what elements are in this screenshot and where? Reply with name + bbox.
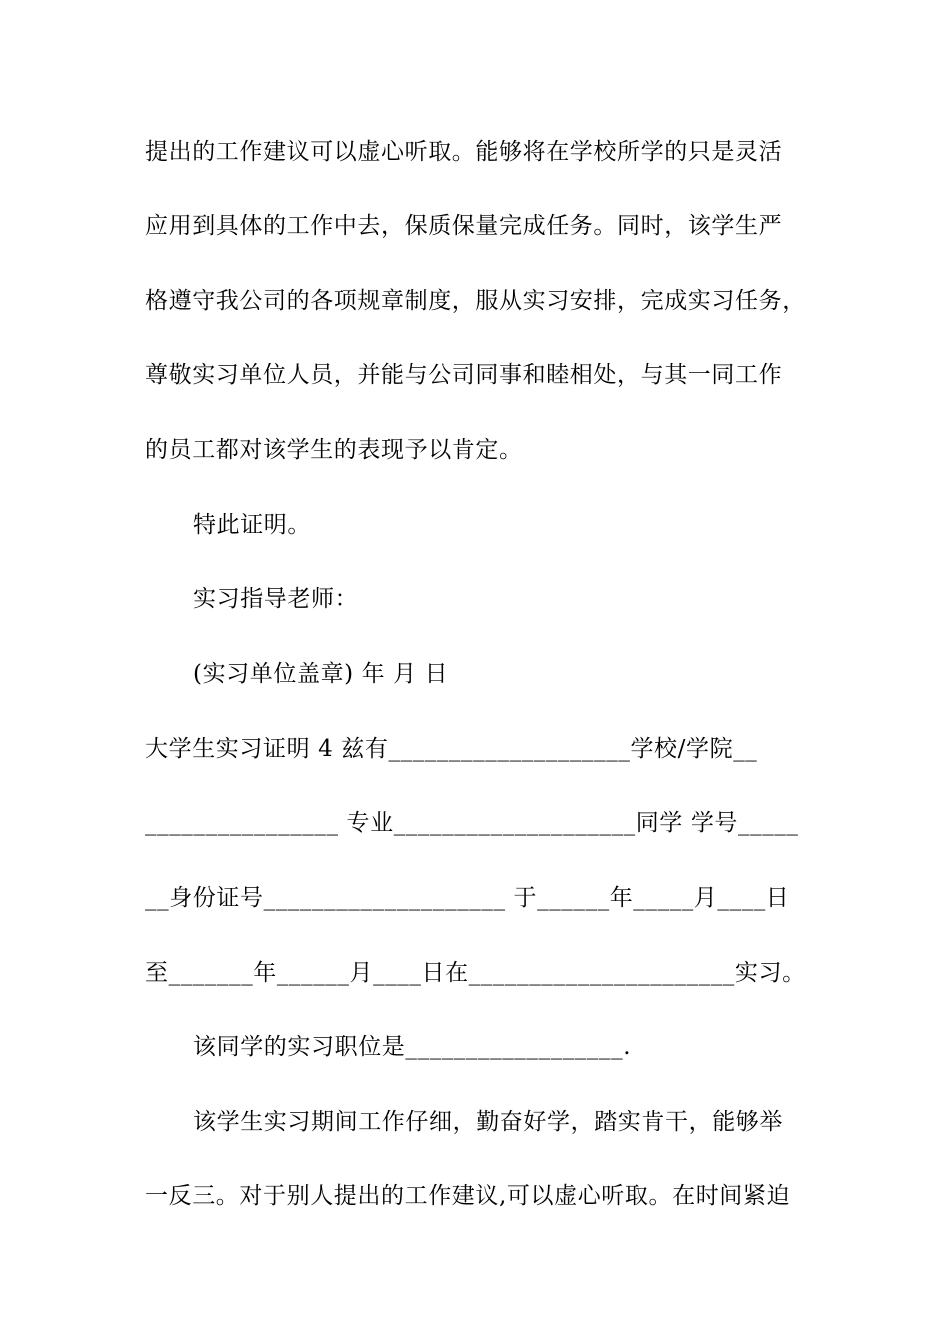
closing-statement: 特此证明。 [193, 512, 311, 538]
paragraph-line: 一反三。对于别人提出的工作建议,可以虚心听取。在时间紧迫 [145, 1183, 791, 1209]
paragraph-line: 该学生实习期间工作仔细，勤奋好学，踏实肯干，能够举 [193, 1109, 783, 1135]
paragraph-line: 尊敬实习单位人员，并能与公司同事和睦相处，与其一同工作 [145, 362, 783, 388]
form-line-major: ________________ 专业____________________同学 学号_____ [145, 810, 799, 836]
form-line-id: __身份证号____________________ 于______年_____月____日 [145, 885, 790, 911]
advisor-signature-line: 实习指导老师： [193, 586, 359, 612]
paragraph-line: 的员工都对该学生的表现予以肯定。 [145, 437, 523, 463]
paragraph-line: 应用到具体的工作中去，保质保量完成任务。同时，该学生严 [145, 213, 783, 239]
internship-position-line: 该同学的实习职位是__________________. [193, 1034, 632, 1060]
company-seal-date-line: (实习单位盖章) 年 月 日 [193, 661, 449, 687]
paragraph-line: 格遵守我公司的各项规章制度，服从实习安排，完成实习任务， [145, 288, 806, 314]
form-line-period: 至_______年______月____日在______________________实习。 [145, 960, 806, 986]
certificate-heading-line: 大学生实习证明 4 兹有____________________学校/学院__ [145, 736, 758, 762]
paragraph-line: 提出的工作建议可以虚心听取。能够将在学校所学的只是灵活 [145, 139, 783, 165]
